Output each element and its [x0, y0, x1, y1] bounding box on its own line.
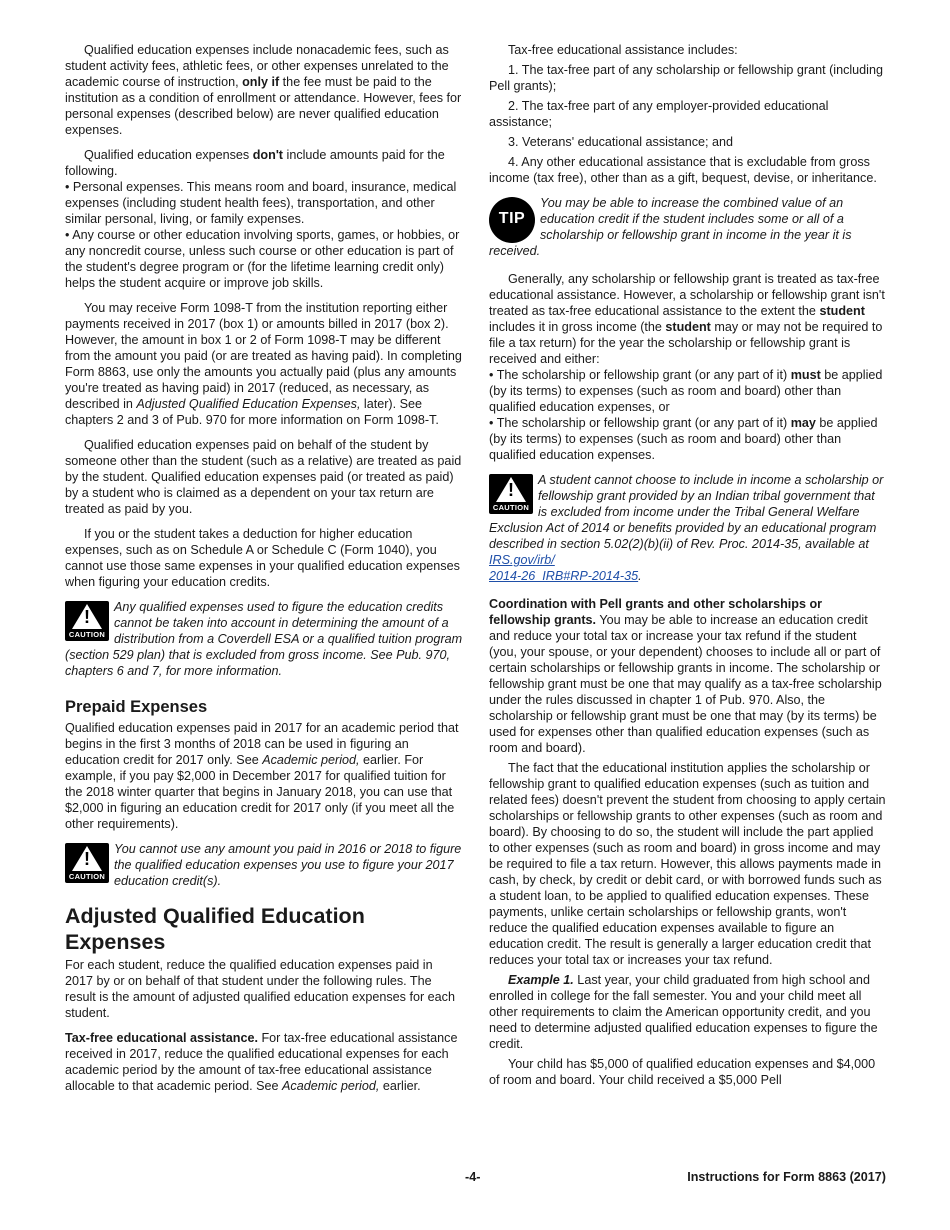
bullet-sports-courses: • Any course or other education involving sports, games, or hobbies, or any noncredit course, unless such course or other education is part of the student's degree program or (for the lifetime learning credit only) helps the student acquire or improve job skills.: [65, 228, 460, 290]
caution-note-2016-2018: ! CAUTION You cannot use any amount you paid in 2016 or 2018 to figure the qualified education expenses you use to figure your 2017 education credit(s).: [65, 841, 463, 889]
caution-icon: ! CAUTION: [65, 843, 109, 883]
list-item: 3. Veterans' educational assistance; and: [508, 135, 734, 149]
caution-icon: ! CAUTION: [65, 601, 109, 641]
bullet-must: • The scholarship or fellowship grant (or any part of it) must be applied (by its terms) to expenses (such as room and board) other than qualified education expenses, or: [489, 368, 883, 414]
heading-adjusted-expenses: Adjusted Qualified Education Expenses: [65, 904, 365, 954]
caution-note-coverdell: ! CAUTION Any qualified expenses used to figure the education credits cannot be taken into account in determining the amount of a distribution from a Coverdell ESA or a qualified tuition program (section 529 plan) that is excluded from gross income. See Pub. 970, chapters 6 and 7, for more information.: [65, 600, 463, 678]
paragraph-tax-free-assistance: Tax-free educational assistance. For tax-free educational assistance received in 2017, reduce the qualified educational expenses for each academic period by the amount of tax-free educational assistance allocable to that academic period. See Academic period, earlier.: [65, 1031, 458, 1093]
heading-prepaid-expenses: Prepaid Expenses: [65, 698, 208, 716]
right-column: [489, 42, 886, 1097]
left-column: [65, 42, 463, 1103]
caution-icon: ! CAUTION: [489, 474, 533, 514]
paragraph-prepaid: Qualified education expenses paid in 2017 for an academic period that begins in the first 3 months of 2018 can be used in figuring an education credit for 2017 only. See Academic period, earlier. For example, if you pay $2,000 in December 2017 for qualified tuition for the 2018 winter quarter that begins in January 2018, you can use that $2,000 in figuring an education credit for 2017 only (if you meet all the other requirements).: [65, 721, 459, 831]
bullet-may: • The scholarship or fellowship grant (or any part of it) may be applied (by its terms) to expenses (such as room and board) other than qualified education expenses.: [489, 416, 878, 462]
paragraph-form-1098t: You may receive Form 1098-T from the institution reporting either payments received in 2017 (box 1) or amounts billed in 2017 (box 2). However, the amount in box 1 or 2 of Form 1098-T may be different from the amount you paid (or are treated as having paid). In completing Form 8863, use only the amounts you actually paid (plus any amounts you're treated as having paid) in 2017 (reduced, as necessary, as described in Adjusted Qualified Education Expenses, later). See chapters 2 and 3 of Pub. 970 for more information on Form 1098-T.: [65, 301, 462, 427]
tip-note: TIP You may be able to increase the combined value of an education credit if the student includes some or all of a scholarship or fellowship grant in income in the year it is received.: [489, 196, 852, 258]
paragraph-deduction: If you or the student takes a deduction for higher education expenses, such as on Schedule A or Schedule C (Form 1040), you cannot use those same expenses in your qualified education expenses when figuring your education credits.: [65, 527, 460, 589]
footer-title: Instructions for Form 8863 (2017): [687, 1170, 886, 1184]
list-item: 1. The tax-free part of any scholarship or fellowship grant (including Pell grants);: [489, 63, 883, 93]
irb-link[interactable]: IRS.gov/irb/ 2014-26_IRB#RP-2014-35: [489, 553, 639, 583]
paragraph-adjusted-intro: For each student, reduce the qualified education expenses paid in 2017 by or on behalf of that student under the following rules. The result is the amount of adjusted qualified education expenses for each student.: [65, 958, 455, 1020]
list-item: 4. Any other educational assistance that is excludable from gross income (tax free), other than as a gift, bequest, devise, or inheritance.: [489, 155, 877, 185]
paragraph-dont-include: Qualified education expenses don't include amounts paid for the following.: [65, 148, 445, 178]
bullet-personal-expenses: • Personal expenses. This means room and board, insurance, medical expenses (including student health fees), transportation, and other similar personal, living, or family expenses.: [65, 180, 457, 226]
paragraph-paid-on-behalf: Qualified education expenses paid on behalf of the student by someone other than the student (such as a relative) are treated as paid by the student. Qualified education expenses paid (or treated as paid) by a student who is claimed as a dependent on your tax return are treated as paid by you.: [65, 438, 462, 516]
paragraph-institution-applies: The fact that the educational institution applies the scholarship or fellowship grant to qualified education expenses (such as tuition and related fees) doesn't prevent the student from choosing to apply certain scholarships or fellowship grants to other expenses (such as room and board). By choosing to do so, the student will include the part applied to other expenses (such as room and board) in gross income and may be required to file a tax return. However, this allows payments made in cash, by check, by credit or debit card, or with borrowed funds such as a student loan, to be applied to qualified education expenses. These payments, unlike certain scholarships or fellowship grants, won't reduce the qualified education expenses available to figure an education credit. The result is generally a larger education credit that reduces your total tax or increases your tax refund.: [489, 761, 886, 967]
paragraph-example-detail: Your child has $5,000 of qualified education expenses and $4,000 of room and board. Your child received a $5,000 Pell: [489, 1057, 876, 1087]
paragraph-nonacademic-fees: Qualified education expenses include nonacademic fees, such as student activity fees, athletic fees, or other expenses unrelated to the academic course of instruction, only if the fee must be paid to the institution as a condition of enrollment or attendance. However, fees for personal expenses (described below) are never qualified education expenses.: [65, 43, 462, 137]
paragraph-scholarship-treated: Generally, any scholarship or fellowship grant is treated as tax-free educational assistance. However, a scholarship or fellowship grant isn't treated as tax-free educational assistance to the extent the student includes it in gross income (the student may or may not be required to file a tax return) for the year the scholarship or fellowship grant is received and either:: [489, 272, 885, 366]
caution-note-tribal: ! CAUTION A student cannot choose to include in income a scholarship or fellowship grant provided by an Indian tribal government that is excluded from income under the Tribal General Welfare Exclusion Act of 2014 or benefits provided by an educational program described in section 5.02(2)(b)(ii) of Rev. Proc. 2014-35, available at IRS.gov/irb/ 2014-26_IRB#RP-2014-35.: [489, 473, 884, 583]
list-item: 2. The tax-free part of any employer-provided educational assistance;: [489, 99, 829, 129]
paragraph-coordination: Coordination with Pell grants and other scholarships or fellowship grants. You may be able to increase an education credit and reduce your total tax or increase your tax refund if the student (you, your spouse, or your dependent) chooses to include all or part of certain scholarships or fellowship grants in income. The scholarship or fellowship grant must be one that may qualify as a tax-free scholarship under the rules discussed in chapter 1 of Pub. 970. Also, the scholarship or fellowship grant must be one that may (by its terms) be used for expenses other than qualified education expenses (such as room and board).: [489, 597, 882, 755]
paragraph-assistance-includes: Tax-free educational assistance includes:: [508, 43, 738, 57]
page-number: -4-: [465, 1170, 481, 1184]
page-footer: [65, 1170, 886, 1188]
tip-icon: TIP: [489, 197, 535, 243]
paragraph-example-1: Example 1. Last year, your child graduated from high school and enrolled in college for the fall semester. You and your child meet all other requirements to claim the American opportunity credit, and you need to determine adjusted qualified education expenses to figure the credit.: [489, 973, 878, 1051]
